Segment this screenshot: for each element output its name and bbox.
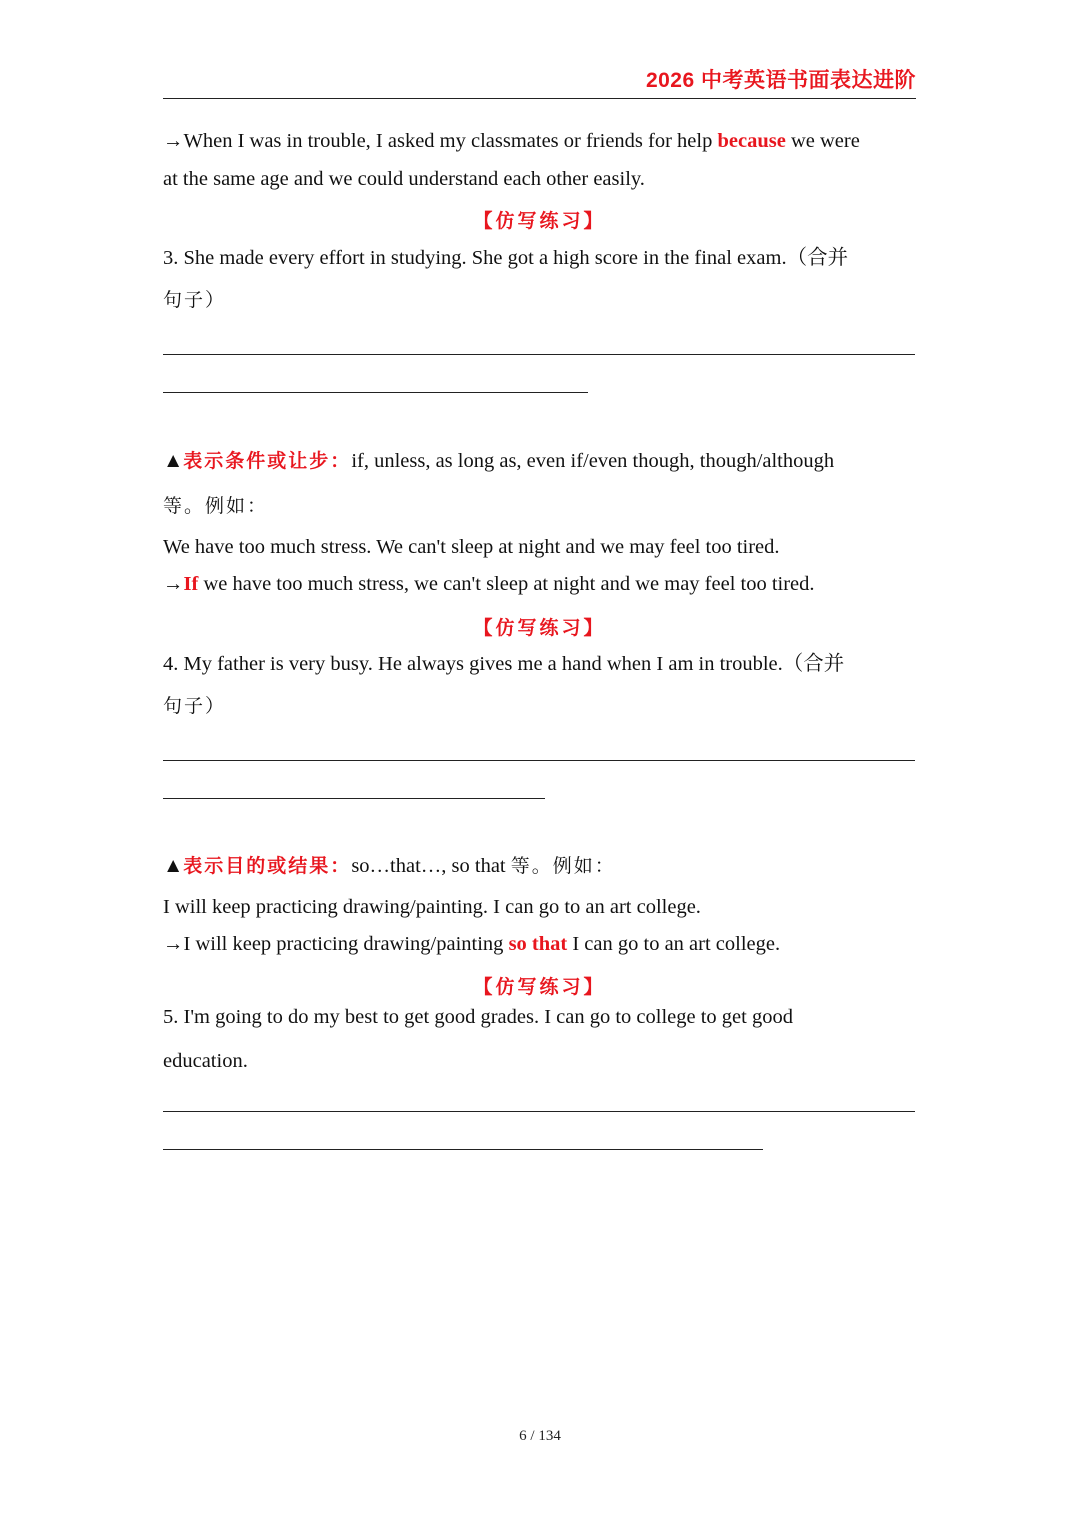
example-text-pre: →When I was in trouble, I asked my classmates or friends for help xyxy=(163,130,718,152)
purpose-heading-label: 表示目的或结果： xyxy=(183,855,352,877)
keyword-so-that: so that xyxy=(508,933,568,955)
condition-example-sentence xyxy=(163,573,923,596)
answer-blank-5b[interactable] xyxy=(163,1149,763,1150)
question-3-line1: 3. She made every effort in studying. She got a high score in the final exam.（合并 xyxy=(163,247,849,269)
example-sentence-line2: at the same age and we could understand each other easily. xyxy=(163,168,645,190)
purpose-heading xyxy=(163,851,923,878)
answer-blank-4b[interactable] xyxy=(163,798,545,799)
purpose-example-sentence xyxy=(163,933,923,956)
purpose-original-sentence: I will keep practicing drawing/painting. I can go to an art college. xyxy=(163,896,701,918)
practice-label-3: 【仿写练习】 xyxy=(473,976,606,998)
answer-blank-3a[interactable] xyxy=(163,354,915,355)
triangle-marker-icon: ▲ xyxy=(163,450,184,472)
arrow-icon: → xyxy=(163,573,184,595)
purpose-heading-words: so…that…, so that xyxy=(351,855,511,877)
triangle-marker-icon: ▲ xyxy=(163,855,184,877)
answer-blank-4a[interactable] xyxy=(163,760,915,761)
page-number: 6 / 134 xyxy=(519,1428,561,1444)
question-5-line2: education. xyxy=(163,1050,248,1072)
question-4-line1: 4. My father is very busy. He always gives me a hand when I am in trouble.（合并 xyxy=(163,653,845,675)
practice-label-1: 【仿写练习】 xyxy=(473,210,606,232)
question-4-line2: 句子） xyxy=(163,695,227,717)
answer-blank-3b[interactable] xyxy=(163,392,588,393)
condition-heading-label: 表示条件或让步： xyxy=(183,450,352,472)
header-rule xyxy=(163,98,916,99)
purpose-heading-tail: 等。例如： xyxy=(510,855,616,877)
question-3-line2: 句子） xyxy=(163,289,227,311)
condition-heading-line2: 等。例如： xyxy=(163,495,269,517)
condition-example-post: we have too much stress, we can't sleep at night and we may feel too tired. xyxy=(198,573,815,595)
keyword-because: because xyxy=(717,130,786,152)
practice-label-2: 【仿写练习】 xyxy=(473,617,606,639)
document-header-title: 2026 中考英语书面表达进阶 xyxy=(645,69,916,92)
example-sentence-because xyxy=(163,130,923,153)
condition-heading-words: if, unless, as long as, even if/even though, though/although xyxy=(351,450,835,472)
keyword-if: If xyxy=(183,573,199,595)
answer-blank-5a[interactable] xyxy=(163,1111,915,1112)
purpose-example-post: I can go to an art college. xyxy=(567,933,781,955)
purpose-example-pre: →I will keep practicing drawing/painting xyxy=(163,933,509,955)
condition-original-sentence: We have too much stress. We can't sleep at night and we may feel too tired. xyxy=(163,536,780,558)
question-5-line1: 5. I'm going to do my best to get good grades. I can go to college to get good xyxy=(163,1006,793,1028)
example-text-post: we were xyxy=(785,130,860,152)
condition-heading xyxy=(163,446,923,473)
